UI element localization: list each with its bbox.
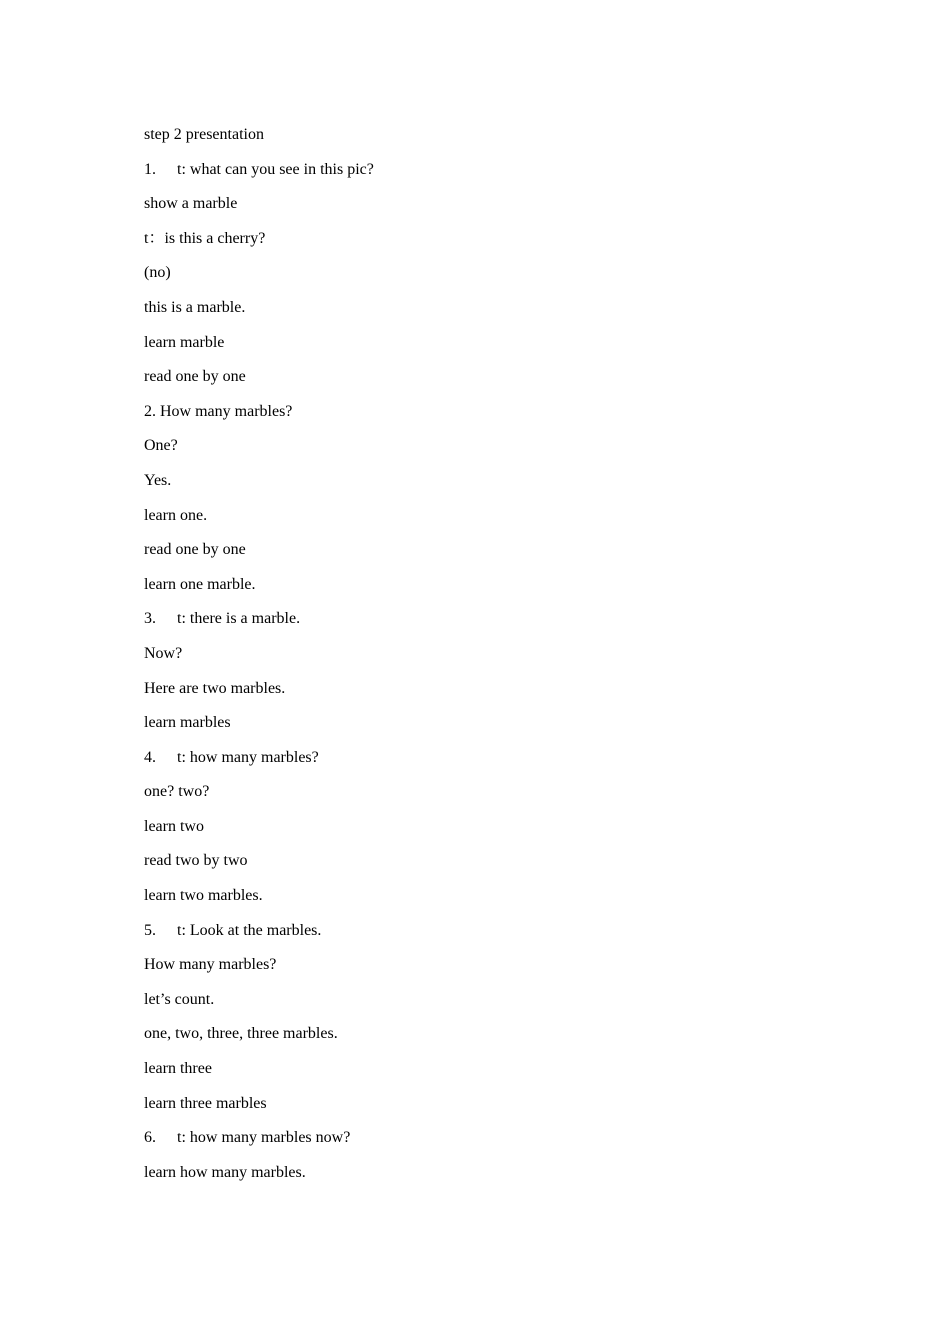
line-text: t: Look at the marbles. [177,921,322,939]
text-line [144,575,804,595]
text-line [144,125,804,145]
text-line [144,886,804,906]
text-line [144,229,804,249]
line-text: one? two? [144,783,210,801]
step-number: 3. [144,610,156,628]
step-number: 4. [144,748,156,766]
line-text: read two by two [144,852,248,870]
text-line [144,298,804,318]
text-line [144,679,804,699]
line-text: this is a marble. [144,298,246,316]
step-number: 1. [144,160,156,178]
line-text: read one by one [144,541,246,559]
line-text: learn two [144,817,204,835]
line-text: learn how many marbles. [144,1163,306,1181]
line-text: learn marbles [144,714,231,732]
text-line [144,817,804,837]
line-text: learn three marbles [144,1094,267,1112]
line-text: Now? [144,644,183,662]
numbered-step-line [144,921,804,941]
text-line [144,402,804,422]
text-line [144,644,804,664]
text-line [144,1059,804,1079]
text-line [144,436,804,456]
line-text: learn marble [144,333,225,351]
line-text: show a marble [144,195,238,213]
text-line [144,713,804,733]
line-text: One? [144,437,178,455]
text-line [144,194,804,214]
step-number: 6. [144,1129,156,1147]
line-text: one, two, three, three marbles. [144,1025,338,1043]
text-line [144,471,804,491]
text-line [144,540,804,560]
line-text: let’s count. [144,990,215,1008]
text-line [144,263,804,283]
text-line [144,782,804,802]
lesson-plan-body [144,125,804,1197]
line-text: t: how many marbles now? [177,1129,351,1147]
line-text: learn one marble. [144,575,256,593]
line-text: learn two marbles. [144,887,263,905]
line-text: How many marbles? [144,956,277,974]
line-text: Here are two marbles. [144,679,286,697]
line-text: t：is this a cherry? [144,229,266,247]
text-line [144,367,804,387]
line-text: Yes. [144,471,172,489]
line-text: read one by one [144,368,246,386]
line-text: learn one. [144,506,208,524]
text-line [144,1024,804,1044]
text-line [144,506,804,526]
line-text: step 2 presentation [144,126,264,143]
numbered-step-line [144,609,804,629]
numbered-step-line [144,160,804,180]
text-line [144,851,804,871]
text-line [144,990,804,1010]
line-text: t: there is a marble. [177,610,301,628]
line-text: 2. How many marbles? [144,402,293,420]
text-line [144,333,804,353]
text-line [144,1163,804,1183]
numbered-step-line [144,1128,804,1148]
line-text: t: what can you see in this pic? [177,160,374,178]
text-line [144,1094,804,1114]
line-text: learn three [144,1060,212,1078]
step-number: 5. [144,921,156,939]
numbered-step-line [144,748,804,768]
text-line [144,955,804,975]
line-text: t: how many marbles? [177,748,319,766]
line-text: (no) [144,264,171,282]
